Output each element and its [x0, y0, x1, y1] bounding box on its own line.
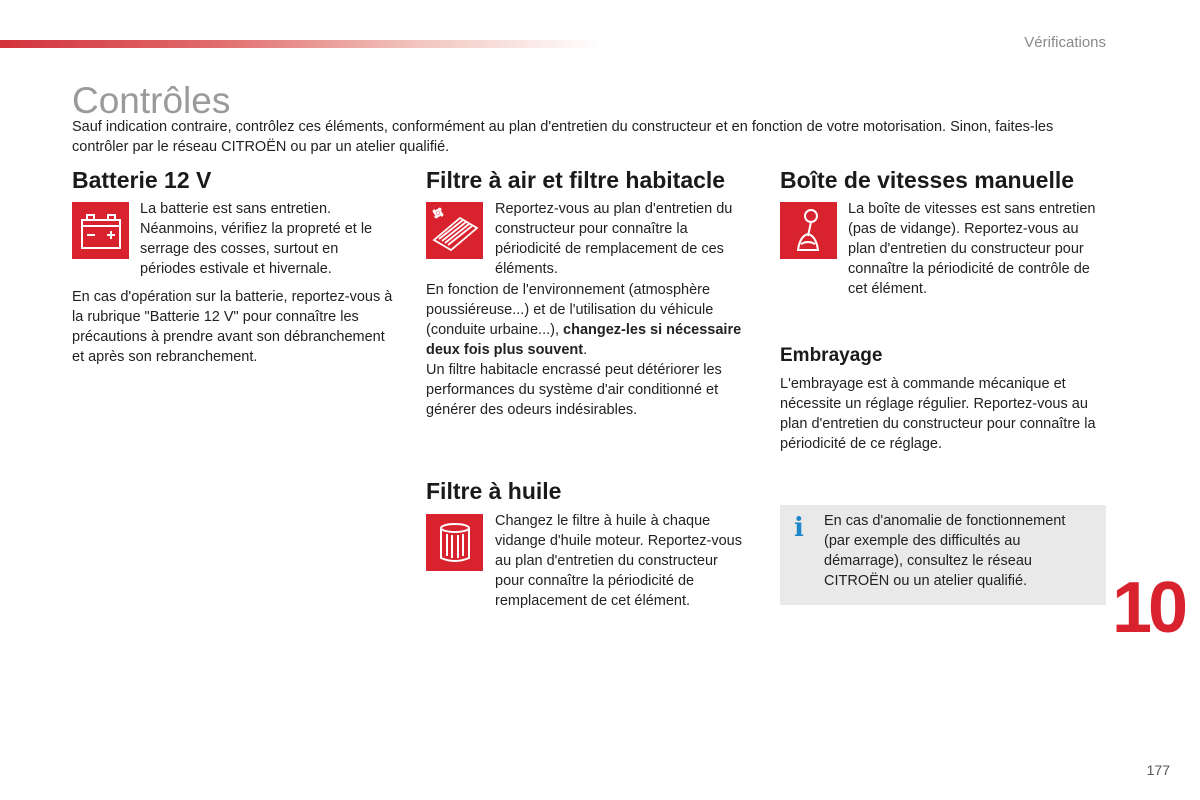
- oil-filter-section: [426, 478, 766, 505]
- clutch-title: Embrayage: [780, 345, 883, 366]
- air-filter-title: Filtre à air et filtre habitacle: [426, 167, 726, 193]
- battery-icon: [72, 202, 129, 259]
- gearbox-side-text-wrap: [848, 199, 1103, 299]
- oil-filter-icon: [426, 514, 483, 571]
- intro-text: Sauf indication contraire, contrôlez ces éléments, conformément au plan d'entretien du constructeur et en fonction de votre motorisation. Sinon, faites-les contrôler par le réseau CITROËN ou par un atelier qualifié.: [72, 119, 1054, 155]
- air-filter-body-pre: En fonction de l'environnement (atmosphère poussiéreuse...) et de l'utilisation du véhicule (conduite urbaine...),: [426, 282, 714, 338]
- clutch-body: L'embrayage est à commande mécanique et nécessite un réglage régulier. Reportez-vous au plan d'entretien du constructeur pour connaître la périodicité de ce réglage.: [780, 376, 1096, 452]
- battery-body-wrap: [72, 287, 397, 367]
- chapter-number: 10: [1112, 568, 1185, 648]
- air-filter-icon: [426, 202, 483, 259]
- gearbox-section: [780, 167, 1110, 194]
- air-filter-body-post: .: [583, 342, 588, 358]
- section-label: Vérifications: [1024, 34, 1106, 51]
- oil-filter-side-text: Changez le filtre à huile à chaque vidange d'huile moteur. Reportez-vous au plan d'entretien du constructeur pour connaître la périodicité de remplacement de cet élément.: [495, 513, 742, 609]
- air-filter-section: [426, 167, 766, 194]
- battery-body: En cas d'opération sur la batterie, reportez-vous à la rubrique "Batterie 12 V" pour connaître les précautions à prendre avant son débranchement et après son rebranchement.: [72, 289, 393, 365]
- gearbox-title: Boîte de vitesses manuelle: [780, 167, 1075, 193]
- air-filter-side-text: Reportez-vous au plan d'entretien du constructeur pour connaître la périodicité de remplacement de ces éléments.: [495, 201, 733, 277]
- air-filter-body-wrap: [426, 280, 751, 420]
- oil-filter-side-text-wrap: [495, 511, 750, 611]
- gear-lever-icon: [780, 202, 837, 259]
- gearbox-side-text: La boîte de vitesses est sans entretien (pas de vidange). Reportez-vous au plan d'entretien du constructeur pour connaître la périodicité de contrôle de cet élément.: [848, 201, 1096, 297]
- info-text: En cas d'anomalie de fonctionnement (par exemple des difficultés au démarrage), consultez le réseau CITROËN ou un atelier qualifié.: [824, 513, 1066, 589]
- clutch-section: [780, 345, 1110, 454]
- battery-title: Batterie 12 V: [72, 167, 212, 193]
- air-filter-body-bold: changez-les si nécessaire deux fois plus souvent: [426, 322, 742, 358]
- battery-section: [72, 167, 402, 194]
- page-number: 177: [1146, 762, 1170, 778]
- info-icon: i: [794, 513, 804, 543]
- battery-side-text: La batterie est sans entretien. Néanmoins, vérifiez la propreté et le serrage des cosses, surtout en périodes estivale et hivernale.: [140, 201, 373, 277]
- info-box: [780, 505, 1106, 605]
- page-title: Contrôles: [72, 80, 231, 121]
- battery-side-text-wrap: [140, 199, 390, 279]
- oil-filter-title: Filtre à huile: [426, 478, 562, 504]
- air-filter-body2: Un filtre habitacle encrassé peut détériorer les performances du système d'air conditionné et générer des odeurs indésirables.: [426, 362, 722, 418]
- air-filter-side-text-wrap: [495, 199, 750, 279]
- air-filter-body: [426, 280, 751, 360]
- header-accent-bar: [0, 40, 600, 48]
